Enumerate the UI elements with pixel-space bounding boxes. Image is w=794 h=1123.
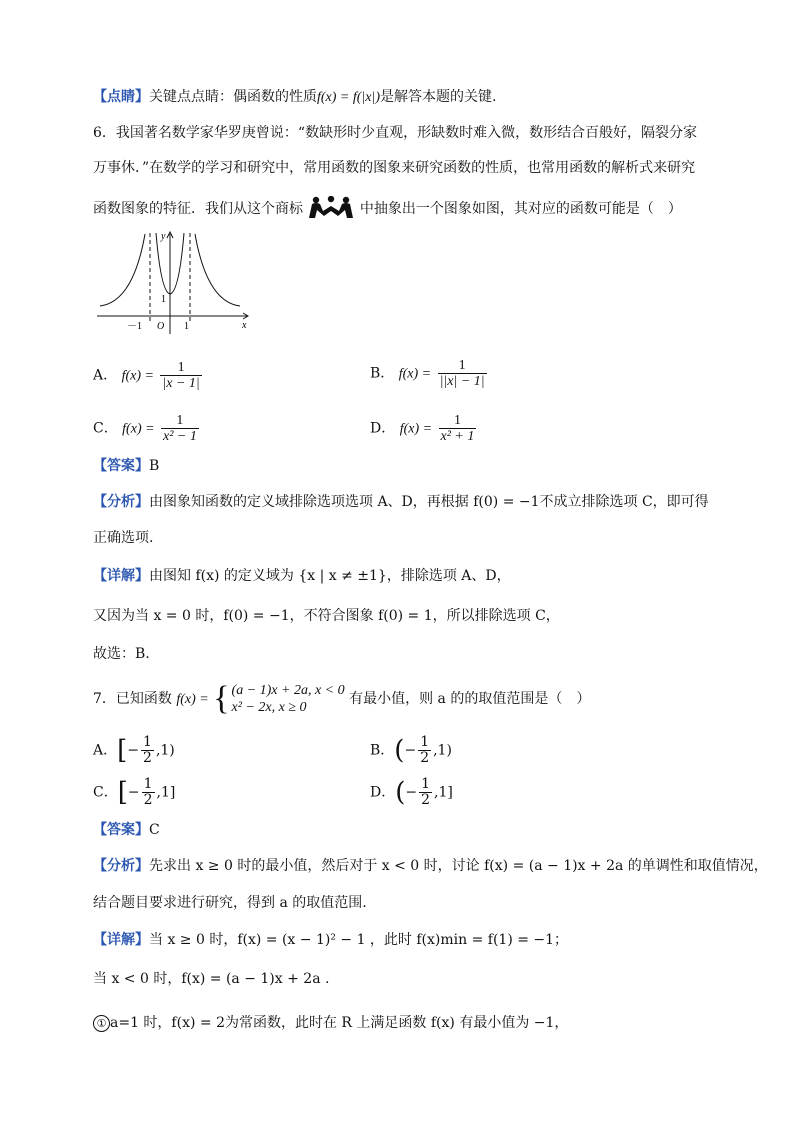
q7-analysis-text1: 先求出 x ≥ 0 时的最小值，然后对于 x < 0 时，讨论 f(x) = (a − 1)x + 2a 的单调性和取值情况，	[149, 858, 768, 874]
q7-option-d-label: D．	[370, 784, 396, 801]
q7-option-c	[93, 777, 175, 808]
q6-detail-line1	[93, 566, 511, 586]
tips-text-a: 关键点点睛：偶函数的性质	[149, 89, 317, 105]
q7-option-b	[370, 735, 452, 766]
graph-x-label: x	[242, 320, 247, 331]
detail-tag: 【详解】	[93, 568, 149, 584]
q6-analysis-line2: 正确选项.	[93, 530, 154, 546]
q7-option-b-sign: −	[404, 742, 417, 759]
q7-option-b-label: B．	[370, 742, 395, 759]
q7-option-d-open: (	[395, 777, 406, 808]
q7-analysis-line2: 结合题目要求进行研究，得到 a 的取值范围.	[93, 895, 367, 911]
option-d-lhs: f(x) =	[399, 421, 433, 437]
q6-line3	[93, 196, 682, 222]
q7-option-c-open: [	[117, 777, 128, 808]
q7-answer: C	[149, 822, 160, 838]
q6-option-c	[93, 413, 201, 444]
graph-tick-1: 1	[184, 321, 189, 332]
kappa-logo-icon	[307, 196, 355, 222]
q6-line3b: 中抽象出一个图象如图，其对应的函数可能是（ ）	[359, 201, 682, 217]
brace-icon: {	[213, 680, 230, 717]
detail-tag: 【详解】	[93, 932, 149, 948]
q7-option-b-open: (	[394, 735, 405, 766]
q7-lhs: f(x) =	[176, 692, 209, 707]
answer-tag: 【答案】	[93, 822, 149, 838]
q7-detail-line2: 当 x < 0 时，f(x) = (a − 1)x + 2a .	[93, 971, 330, 987]
q7-stem-a: 7．已知函数	[93, 691, 172, 707]
q7-stem	[93, 682, 590, 716]
q7-option-c-sign: −	[127, 784, 140, 801]
option-a-label: A．	[93, 367, 118, 384]
q6-detail-text1: 由图知 f(x) 的定义域为 {x | x ≠ ±1}，排除选项 A、D，	[149, 568, 511, 584]
q7-option-a-rest: ,1)	[155, 742, 175, 759]
q7-detail-text1: 当 x ≥ 0 时，f(x) = (x − 1)² − 1 ，此时 f(x)min = f(1) = −1；	[149, 932, 569, 948]
q7-option-c-fraction: $\frac{1}{2}$	[143, 776, 153, 808]
graph-y-label: y	[161, 231, 166, 242]
graph-y-tick-1: 1	[161, 294, 166, 305]
q7-analysis-line1	[93, 856, 768, 876]
q7-option-d-rest: ,1]	[434, 784, 453, 801]
q6-graph	[95, 228, 255, 338]
q7-option-d-fraction: $\frac{1}{2}$	[421, 776, 431, 808]
q7-option-d-sign: −	[405, 784, 418, 801]
q6-analysis-text1: 由图象知函数的定义域排除选项选项 A、D，再根据 f(0) = −1不成立排除选项 C，即可得	[149, 494, 709, 510]
tips-line	[93, 87, 496, 108]
option-a-lhs: f(x) =	[121, 368, 154, 384]
curve-right-branch	[195, 234, 240, 306]
graph-origin-label: O	[157, 321, 165, 332]
q7-detail-line3	[93, 1013, 568, 1033]
q7-option-a-sign: −	[127, 742, 140, 759]
curve-left-branch	[100, 234, 145, 306]
q6-option-a	[93, 360, 204, 391]
q6-answer-line	[93, 456, 159, 476]
q7-option-c-label: C．	[93, 784, 118, 801]
tips-text-b: 是解答本题的关键.	[380, 89, 497, 105]
q7-option-a-label: A．	[93, 742, 118, 759]
q7-answer-line	[93, 820, 160, 840]
answer-tag: 【答案】	[93, 458, 149, 474]
circled-one-icon: ①	[93, 1015, 110, 1032]
q6-answer: B	[149, 458, 160, 474]
q6-line1: 6．我国著名数学家华罗庚曾说：“数缺形时少直观，形缺数时难入微，数形结合百般好，隔裂分家	[93, 125, 698, 141]
q7-piecewise	[213, 682, 344, 716]
q6-line2: 万事休．”在数学的学习和研究中，常用函数的图象来研究函数的性质，也常用函数的解析式来研究	[93, 160, 696, 176]
q6-option-b	[370, 358, 489, 389]
option-b-lhs: f(x) =	[398, 366, 432, 382]
option-c-label: C．	[93, 420, 118, 437]
q7-detail-line1	[93, 930, 568, 950]
option-b-label: B．	[370, 365, 395, 382]
q7-case1: (a − 1)x + 2a, x < 0	[231, 683, 345, 698]
q6-option-d	[370, 413, 478, 444]
q7-option-c-rest: ,1]	[156, 784, 176, 801]
tips-tag: 【点睛】	[93, 89, 149, 105]
q7-case2: x² − 2x, x ≥ 0	[231, 700, 307, 715]
q7-option-b-rest: ,1)	[433, 742, 452, 759]
q7-option-b-fraction: $\frac{1}{2}$	[420, 734, 430, 766]
q7-detail-text3: a=1 时，f(x) = 2为常函数，此时在 R 上满足函数 f(x) 有最小值为 −1，	[110, 1015, 569, 1031]
q6-detail-line2: 又因为当 x = 0 时，f(0) = −1，不符合图象 f(0) = 1，所以排除选项 C，	[93, 608, 560, 624]
tips-formula: f(x) = f(|x|)	[317, 90, 380, 105]
analysis-tag: 【分析】	[93, 858, 149, 874]
option-d-fraction: $\frac{1}{\text{x² + 1}}$	[440, 413, 475, 444]
option-b-fraction: $\frac{1}{||x| - 1|}$	[439, 358, 485, 389]
option-a-fraction: $\frac{1}{|x - 1|}$	[162, 360, 200, 391]
option-c-lhs: f(x) =	[122, 421, 155, 437]
q7-option-a	[93, 735, 175, 766]
q6-analysis-line1	[93, 492, 709, 512]
q7-option-a-open: [	[117, 735, 128, 766]
option-c-fraction: $\frac{1}{\text{x² − 1}}$	[163, 413, 197, 444]
q6-line3a: 函数图象的特征．我们从这个商标	[93, 201, 303, 217]
q6-detail-line3: 故选：B.	[93, 646, 150, 662]
q7-option-d	[370, 777, 453, 808]
q7-option-a-fraction: $\frac{1}{2}$	[143, 734, 152, 766]
q7-stem-b: 有最小值，则 a 的的取值范围是（ ）	[349, 691, 591, 707]
analysis-tag: 【分析】	[93, 494, 149, 510]
graph-tick-neg1: －1	[127, 321, 142, 332]
option-d-label: D．	[370, 420, 396, 437]
